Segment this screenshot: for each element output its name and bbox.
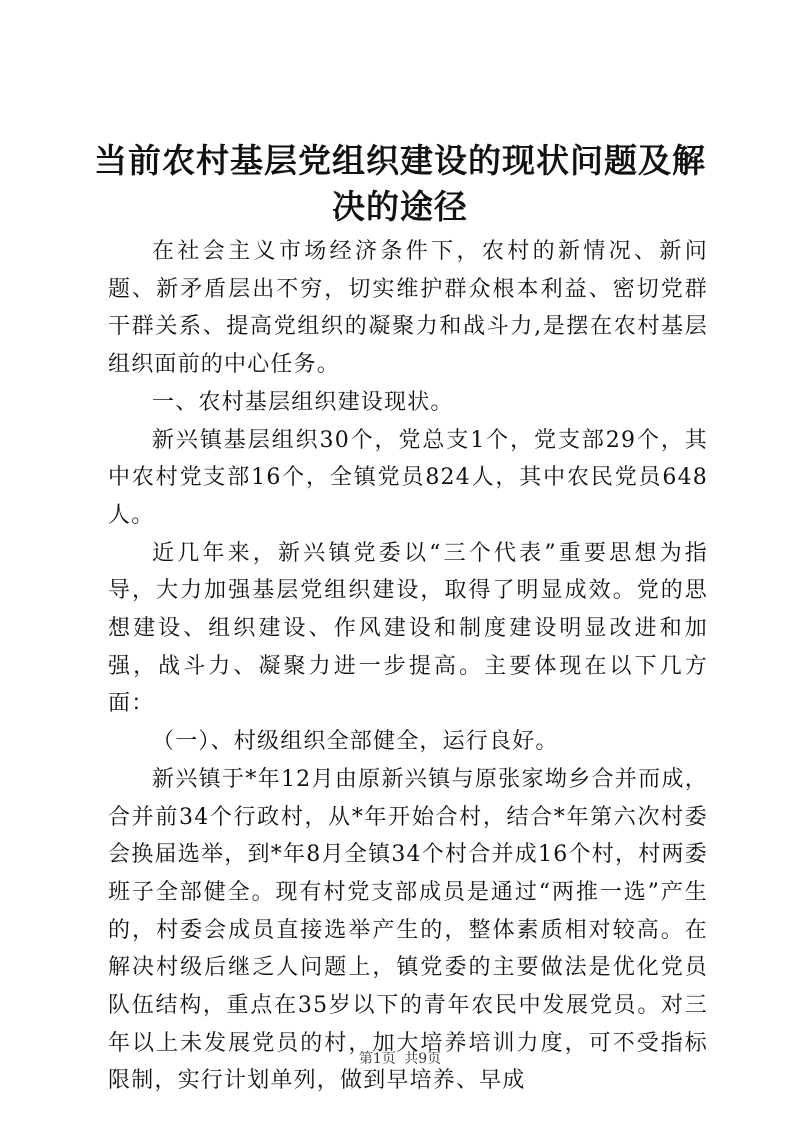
page-footer [0,1048,800,1068]
page-number: 第1页 [358,1051,396,1067]
section-heading: 一、农村基层组织建设现状。 [152,389,454,415]
document-title: 当前农村基层党组织建设的现状问题及解决的途径 [94,141,706,226]
document-body [108,233,708,1100]
paragraph: 新兴镇基层组织30个，党总支1个，党支部29个，其中农村党支部16个，全镇党员824人，其中农民党员648人。 [108,427,708,528]
paragraph: 近几年来，新兴镇党委以“三个代表”重要思想为指导，大力加强基层党组织建设，取得了明显成效。党的思想建设、组织建设、作风建设和制度建设明显改进和加强，战斗力、凝聚力进一步提高。主要体现在以下几方面： [108,540,708,717]
subsection-heading: （一）、村级组织全部健全，运行良好。 [152,729,559,755]
paragraph: 新兴镇于*年12月由原新兴镇与原张家坳乡合并而成，合并前34个行政村，从*年开始合村，结合*年第六次村委会换届选举，到*年8月全镇34个村合并成16个村，村两委班子全部健全。现有村党支部成员是通过“两推一选”产生的，村委会成员直接选举产生的，整体素质相对较高。在解决村级后继乏人问题上，镇党委的主要做法是优化党员队伍结构，重点在35岁以下的青年农民中发展党员。对三年以上未发展党员的村，加大培养培训力度，可不受指标限制，实行计划单列，做到早培养、早成 [108,766,708,1094]
page-total: 共9页 [404,1051,442,1067]
paragraph: 在社会主义市场经济条件下，农村的新情况、新问题、新矛盾层出不穷，切实维护群众根本利益、密切党群干群关系、提高党组织的凝聚力和战斗力,是摆在农村基层组织面前的中心任务。 [108,239,708,378]
